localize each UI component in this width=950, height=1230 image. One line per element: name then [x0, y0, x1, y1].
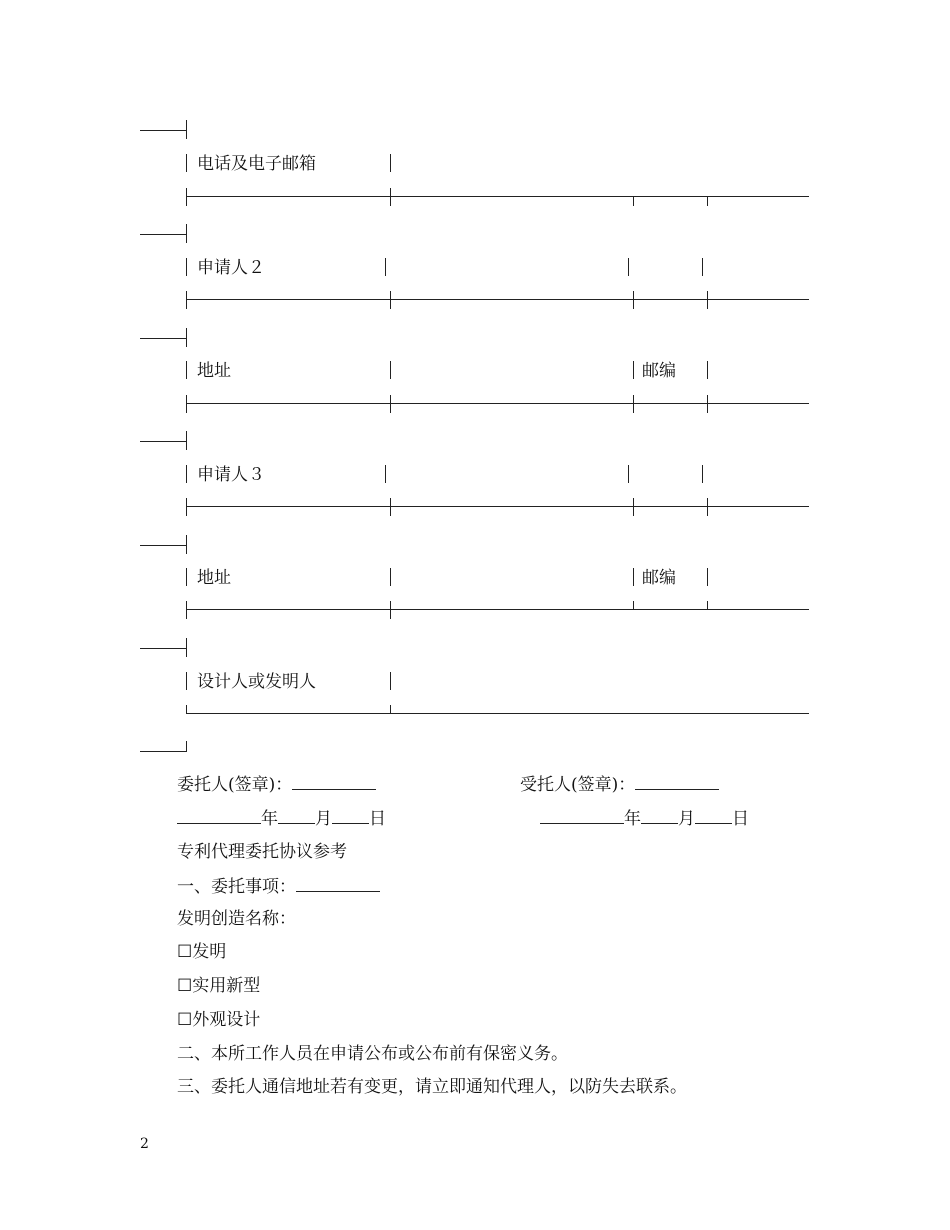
- table-border: [186, 361, 187, 379]
- table-border: [186, 291, 187, 309]
- table-border: [702, 465, 703, 483]
- table-border: [186, 568, 187, 586]
- table-border: [390, 291, 391, 309]
- item-2-text: 二、本所工作人员在申请公布或公布前有保密义务。: [177, 1044, 568, 1064]
- table-border: [186, 154, 187, 172]
- table-border: [633, 601, 634, 610]
- agent-day-blank[interactable]: [695, 807, 732, 824]
- table-border: [186, 299, 809, 300]
- table-border: [707, 395, 708, 413]
- table-border: [633, 498, 634, 516]
- table-border: [186, 328, 187, 347]
- year-label: 年: [624, 809, 641, 829]
- row-label-address-3: 地址: [197, 568, 231, 588]
- table-border: [186, 498, 187, 516]
- table-border: [633, 568, 634, 586]
- table-border: [186, 403, 809, 404]
- table-border: [628, 258, 629, 276]
- agent-year-blank[interactable]: [540, 807, 624, 824]
- table-border: [385, 465, 386, 483]
- table-border: [390, 705, 391, 714]
- option-invention-checkbox[interactable]: ☐发明: [177, 942, 227, 962]
- client-month-blank[interactable]: [278, 807, 315, 824]
- table-border: [707, 601, 708, 610]
- table-border: [390, 395, 391, 413]
- table-border: [390, 188, 391, 206]
- table-border: [390, 601, 391, 619]
- year-label: 年: [261, 809, 278, 829]
- agent-date-line: [540, 807, 749, 830]
- option-design-checkbox[interactable]: ☐外观设计: [177, 1010, 261, 1030]
- agent-signature-label: 受托人(签章)：: [520, 775, 636, 795]
- table-border: [186, 465, 187, 483]
- table-border: [707, 197, 708, 206]
- table-border: [186, 506, 809, 507]
- table-border: [186, 224, 187, 243]
- month-label: 月: [678, 809, 695, 829]
- table-border: [633, 361, 634, 379]
- invention-name-label: 发明创造名称：: [177, 909, 296, 929]
- table-border: [186, 535, 187, 554]
- client-signature-line: [177, 773, 376, 796]
- table-border: [707, 568, 708, 586]
- table-border: [140, 648, 186, 649]
- table-border: [186, 638, 187, 657]
- table-border: [390, 154, 391, 172]
- postcode-label-3: 邮编: [642, 568, 676, 588]
- item-1-blank[interactable]: [296, 875, 380, 892]
- table-border: [390, 498, 391, 516]
- client-year-blank[interactable]: [177, 807, 261, 824]
- table-border: [140, 130, 186, 131]
- item-1-label: 一、委托事项：: [177, 877, 296, 897]
- table-border: [633, 291, 634, 309]
- table-border: [140, 545, 186, 546]
- client-signature-blank[interactable]: [292, 773, 376, 790]
- table-border: [186, 713, 809, 714]
- option-utility-model-checkbox[interactable]: ☐实用新型: [177, 976, 261, 996]
- table-border: [633, 197, 634, 206]
- table-border: [140, 234, 186, 235]
- row-label-inventor: 设计人或发明人: [197, 672, 316, 692]
- item-1-line: [177, 875, 380, 898]
- table-border: [186, 609, 809, 610]
- agent-signature-line: [520, 773, 719, 796]
- agent-month-blank[interactable]: [641, 807, 678, 824]
- agent-signature-blank[interactable]: [635, 773, 719, 790]
- item-3-text: 三、委托人通信地址若有变更，请立即通知代理人，以防失去联系。: [177, 1077, 687, 1097]
- table-border: [186, 741, 187, 752]
- table-border: [186, 431, 187, 450]
- postcode-label-2: 邮编: [642, 361, 676, 381]
- table-border: [140, 751, 186, 752]
- row-label-applicant-3: 申请人３: [197, 465, 265, 485]
- month-label: 月: [315, 809, 332, 829]
- day-label: 日: [369, 809, 386, 829]
- table-border: [385, 258, 386, 276]
- client-signature-label: 委托人(签章)：: [177, 775, 293, 795]
- table-border: [390, 672, 391, 690]
- page-number: 2: [140, 1136, 149, 1152]
- table-border: [140, 441, 186, 442]
- agreement-heading: 专利代理委托协议参考: [177, 842, 347, 862]
- table-border: [628, 465, 629, 483]
- table-border: [186, 120, 187, 139]
- table-border: [390, 568, 391, 586]
- table-border: [707, 361, 708, 379]
- table-border: [140, 338, 186, 339]
- table-border: [186, 672, 187, 690]
- client-day-blank[interactable]: [332, 807, 369, 824]
- table-border: [707, 498, 708, 516]
- day-label: 日: [732, 809, 749, 829]
- row-label-applicant-2: 申请人２: [197, 258, 265, 278]
- table-border: [186, 395, 187, 413]
- table-border: [186, 258, 187, 276]
- table-border: [186, 196, 809, 197]
- table-border: [633, 395, 634, 413]
- table-border: [186, 705, 187, 714]
- client-date-line: [177, 807, 386, 830]
- table-border: [186, 601, 187, 619]
- table-border: [186, 188, 187, 206]
- row-label-address-2: 地址: [197, 361, 231, 381]
- table-border: [707, 291, 708, 309]
- row-label-contact: 电话及电子邮箱: [197, 154, 316, 174]
- table-border: [390, 361, 391, 379]
- table-border: [702, 258, 703, 276]
